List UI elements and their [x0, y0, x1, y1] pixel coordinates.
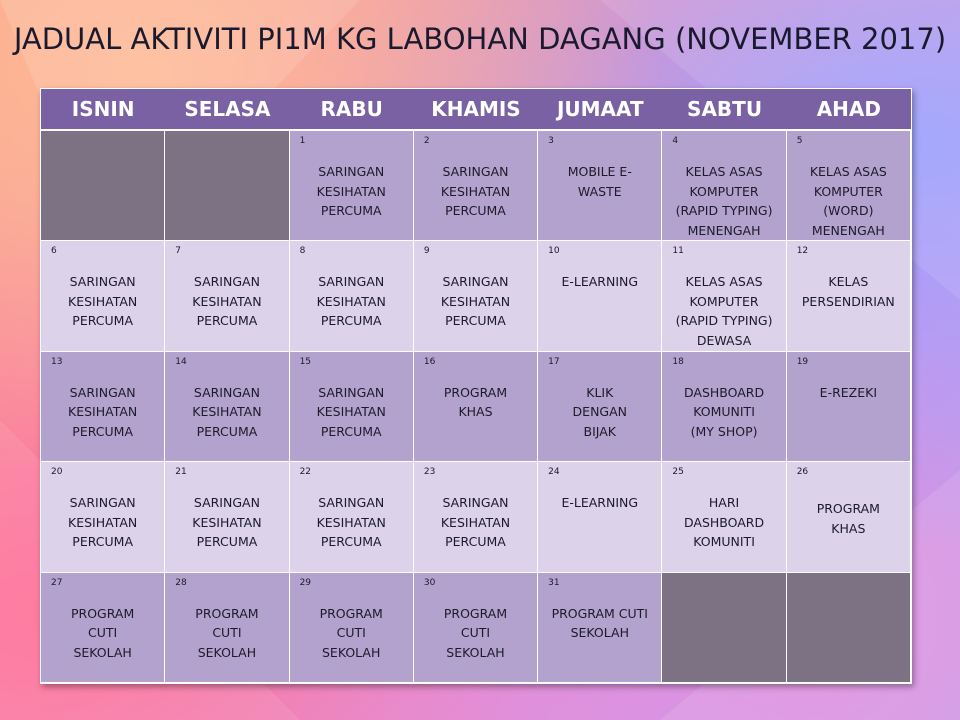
- day-cell: [538, 241, 662, 351]
- day-number: 13: [51, 356, 63, 367]
- activity-label: PROGRAM KHAS: [443, 384, 508, 420]
- activity-label: PROGRAM CUTI SEKOLAH: [551, 605, 648, 641]
- day-cell: [165, 352, 289, 462]
- activity-label: SARINGAN KESIHATAN PERCUMA: [192, 495, 262, 550]
- activity-label: SARINGAN KESIHATAN PERCUMA: [440, 164, 511, 218]
- day-cell: [41, 573, 165, 683]
- activity-label: SARINGAN KESIHATAN PERCUMA: [316, 274, 386, 329]
- activity-label: SARINGAN KESIHATAN PERCUMA: [68, 384, 138, 439]
- day-cell: [414, 462, 538, 572]
- activity-label: SARINGAN KESIHATAN PERCUMA: [316, 384, 386, 439]
- day-number: 17: [548, 356, 560, 367]
- activity-calendar: [40, 88, 912, 684]
- empty-day-cell: [662, 573, 786, 683]
- day-cell: [41, 241, 165, 351]
- activity-label: PROGRAM CUTI SEKOLAH: [443, 605, 508, 660]
- day-number: 15: [299, 356, 312, 367]
- day-cell: [414, 573, 538, 683]
- activity-label: SARINGAN KESIHATAN PERCUMA: [440, 495, 511, 550]
- activity-label: KELAS PERSENDIRIAN: [801, 274, 895, 309]
- day-cell: [787, 462, 911, 572]
- activity-label: SARINGAN KESIHATAN PERCUMA: [192, 274, 262, 329]
- day-number: 5: [796, 136, 803, 146]
- day-cell: [662, 352, 786, 462]
- activity-label: SARINGAN KESIHATAN PERCUMA: [192, 384, 262, 439]
- empty-day-cell: [165, 131, 289, 241]
- day-cell: [290, 352, 414, 462]
- day-cell: [41, 462, 165, 572]
- day-number: 20: [51, 467, 63, 478]
- day-number: 27: [51, 577, 63, 588]
- day-number: 4: [672, 136, 679, 146]
- day-number: 21: [175, 467, 187, 478]
- activity-label: PROGRAM CUTI SEKOLAH: [319, 605, 383, 660]
- activity-label: PROGRAM KHAS: [816, 501, 880, 536]
- day-cell: [787, 352, 911, 462]
- day-number: 16: [423, 356, 436, 367]
- day-number: 31: [548, 577, 560, 588]
- activity-label: SARINGAN KESIHATAN PERCUMA: [440, 274, 511, 329]
- day-number: 7: [175, 246, 182, 257]
- day-number: 9: [423, 246, 430, 257]
- day-number: 22: [299, 467, 312, 478]
- activity-label: KELAS ASAS KOMPUTER (RAPID TYPING) MENENGAH: [675, 164, 773, 238]
- day-cell: [538, 131, 662, 241]
- day-number: 24: [548, 467, 560, 478]
- day-number: 6: [51, 246, 57, 257]
- day-cell: [290, 573, 414, 683]
- day-number: 12: [796, 246, 809, 257]
- day-cell: [165, 241, 289, 351]
- day-number: 23: [423, 467, 436, 478]
- day-cell: [414, 241, 538, 351]
- day-header-isnin: ISNIN: [41, 89, 165, 131]
- day-number: 3: [548, 136, 554, 146]
- day-number: 26: [796, 467, 809, 478]
- empty-day-cell: [787, 573, 911, 683]
- day-number: 8: [299, 246, 306, 257]
- day-cell: [41, 352, 165, 462]
- day-cell: [538, 352, 662, 462]
- day-cell: [290, 131, 414, 241]
- day-header-ahad: AHAD: [787, 89, 911, 131]
- activity-label: HARI DASHBOARD KOMUNITI: [683, 495, 765, 550]
- day-cell: [290, 241, 414, 351]
- day-header-sabtu: SABTU: [662, 89, 786, 131]
- day-header-rabu: RABU: [290, 89, 414, 131]
- day-number: 25: [672, 467, 684, 478]
- day-cell: [787, 241, 911, 351]
- day-header-khamis: KHAMIS: [414, 89, 538, 131]
- activity-label: MOBILE E- WASTE: [567, 164, 632, 199]
- activity-label: E-LEARNING: [561, 495, 639, 511]
- activity-label: KELAS ASAS KOMPUTER (WORD) MENENGAH: [809, 164, 887, 238]
- activity-label: KLIK DENGAN BIJAK: [572, 384, 628, 439]
- day-cell: [538, 462, 662, 572]
- day-header-jumaat: JUMAAT: [538, 89, 662, 131]
- day-cell: [414, 352, 538, 462]
- day-header-selasa: SELASA: [165, 89, 289, 131]
- activity-label: E-REZEKI: [819, 384, 878, 400]
- page-title: JADUAL AKTIVITI PI1M KG LABOHAN DAGANG (NOVEMBER 2017): [13, 22, 947, 56]
- day-number: 2: [423, 136, 430, 146]
- day-number: 19: [796, 356, 809, 367]
- day-cell: [165, 462, 289, 572]
- activity-label: PROGRAM CUTI SEKOLAH: [71, 605, 135, 660]
- activity-label: SARINGAN KESIHATAN PERCUMA: [68, 495, 138, 550]
- activity-label: DASHBOARD KOMUNITI (MY SHOP): [683, 384, 765, 439]
- empty-day-cell: [41, 131, 165, 241]
- activity-label: SARINGAN KESIHATAN PERCUMA: [68, 274, 138, 329]
- day-number: 18: [672, 356, 684, 367]
- activity-label: KELAS ASAS KOMPUTER (RAPID TYPING) DEWASA: [675, 274, 773, 348]
- day-cell: [165, 573, 289, 683]
- day-cell: [290, 462, 414, 572]
- activity-label: E-LEARNING: [561, 274, 639, 290]
- day-number: 11: [672, 246, 684, 257]
- day-number: 10: [548, 246, 560, 257]
- day-cell: [662, 131, 786, 241]
- day-number: 28: [175, 577, 187, 588]
- day-number: 1: [299, 136, 306, 146]
- day-cell: [662, 241, 786, 351]
- day-number: 30: [423, 577, 436, 588]
- day-cell: [414, 131, 538, 241]
- activity-label: SARINGAN KESIHATAN PERCUMA: [316, 164, 386, 218]
- day-cell: [787, 131, 911, 241]
- day-cell: [662, 462, 786, 572]
- activity-label: PROGRAM CUTI SEKOLAH: [195, 605, 259, 660]
- day-cell: [538, 573, 662, 683]
- day-number: 29: [299, 577, 312, 588]
- day-number: 14: [175, 356, 187, 367]
- activity-label: SARINGAN KESIHATAN PERCUMA: [316, 495, 386, 550]
